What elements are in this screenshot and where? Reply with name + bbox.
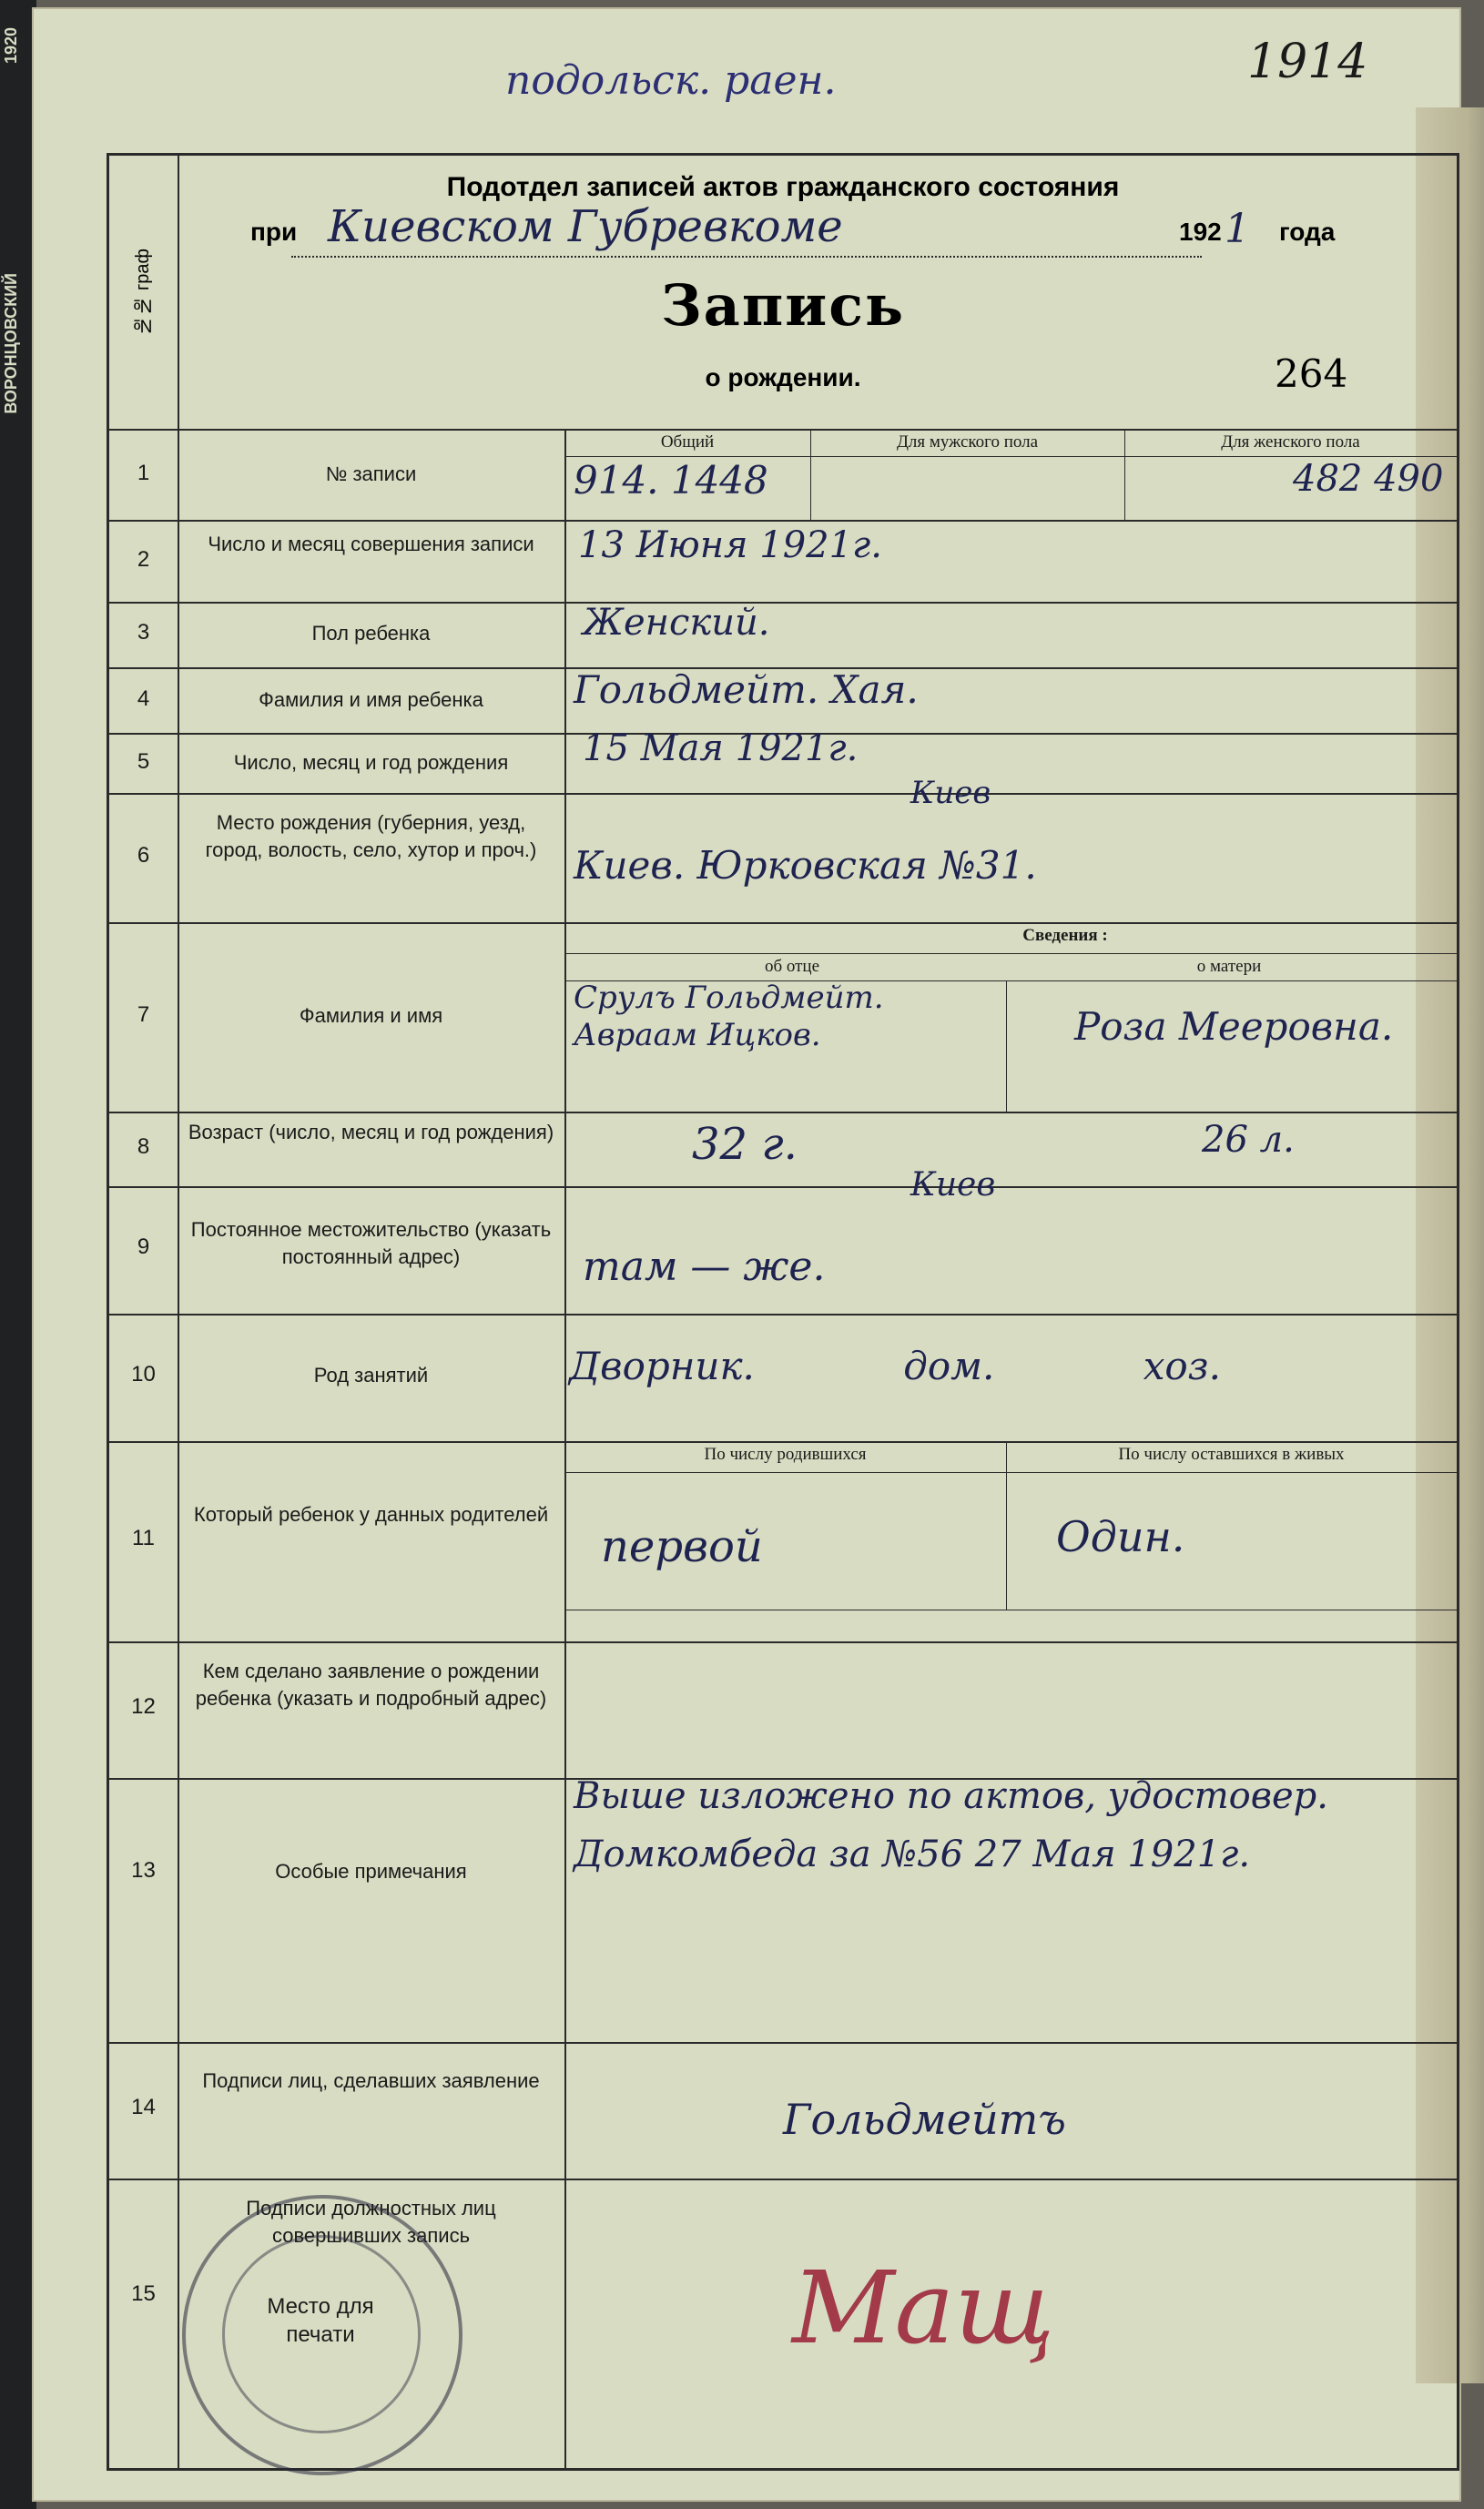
row-label: Который ребенок у данных родителей [193, 1503, 549, 1526]
subheader-alive-count: По числу оставшихся в живых [1118, 1445, 1345, 1464]
row-label: Подписи лиц, сделавших заявление [202, 2069, 540, 2092]
row-label: Кем сделано заявление о рождении ребенка (указать и подробный адрес) [195, 1660, 547, 1710]
year-prefix: 192 [1179, 218, 1222, 246]
form-title: Подотдел записей актов гражданского состояния [446, 172, 1120, 202]
pri-value: Киевском Губревкоме [328, 201, 843, 252]
row-label: № записи [325, 462, 417, 485]
row-label: Фамилия и имя [299, 1004, 443, 1027]
adjacent-binding-strip [0, 0, 36, 2509]
row-label: Подписи должностных лиц совершивших запись [246, 2197, 496, 2247]
row-number: 11 [132, 1526, 155, 1550]
row-label: Фамилия и имя ребенка [259, 688, 483, 711]
entry-occupation: Дворник. дом. хоз. [569, 1344, 1221, 1388]
official-seal [182, 2195, 462, 2475]
row-number: 4 [137, 686, 150, 711]
document-page [32, 7, 1461, 2502]
strip-text-main: ВОРОНЦОВСКИЙ [2, 273, 20, 414]
year-value: 1 [1225, 206, 1250, 252]
subheader-info: Сведения : [1022, 926, 1108, 945]
row-number: 8 [137, 1134, 150, 1159]
entry-alive-count: Один. [1056, 1512, 1185, 1561]
row-label: Число, месяц и год рождения [233, 751, 509, 774]
row-number: 2 [137, 547, 150, 572]
row-number: 9 [137, 1234, 150, 1259]
entry-special-notes: Выше изложено по актов, удостовер. Домкомбеда за №56 27 Мая 1921г. [574, 1775, 1329, 1875]
entry-residence-top: Киев [910, 1166, 996, 1204]
row-label: Особые примечания [275, 1860, 467, 1883]
row-number: 12 [131, 1694, 156, 1719]
subheader-female: Для женского пола [1221, 432, 1360, 452]
strip-text-top: 1920 [2, 27, 20, 65]
row-label: Постоянное местожительство (указать постоянный адрес) [190, 1218, 552, 1268]
entry-child-name: Гольдмейт. Хая. [574, 667, 919, 712]
top-handwritten-note: подольск. раен. [505, 57, 837, 104]
year-suffix: года [1279, 218, 1336, 246]
subheader-male: Для мужского пола [896, 432, 1039, 452]
entry-sex: Женский. [583, 602, 770, 644]
subheader-born-count: По числу родившихся [704, 1445, 867, 1464]
row-number: 13 [131, 1858, 156, 1883]
subheader-mother: о матери [1196, 957, 1262, 976]
graph-number-header: №№ граф [133, 249, 153, 336]
pri-label: при [250, 218, 298, 246]
record-number: 264 [1275, 351, 1348, 396]
seal-placeholder-text: Место для печати [267, 2294, 374, 2348]
row-number: 14 [131, 2095, 156, 2119]
entry-birth-place-top: Киев [910, 775, 991, 811]
row-number: 1 [137, 461, 150, 485]
entry-record-general: 914. 1448 [574, 458, 768, 503]
entry-residence: там — же. [583, 1244, 826, 1290]
row-number: 3 [137, 620, 150, 645]
entry-birth-place: Киев. Юрковская №31. [574, 843, 1037, 888]
entry-birth-date: 15 Мая 1921г. [583, 727, 859, 769]
entry-applicant-signature: Гольдмейтъ [783, 2095, 1066, 2144]
page-number: 1914 [1247, 35, 1368, 89]
entry-mother-name: Роза Мееровна. [1074, 1004, 1394, 1049]
row-number: 6 [137, 843, 150, 868]
row-label: Место рождения (губерния, уезд, город, волость, село, хутор и проч.) [205, 811, 537, 861]
birth-record-form [107, 153, 1459, 2471]
row-label: Род занятий [313, 1364, 429, 1387]
official-signature: Мащ [792, 2250, 1055, 2366]
row-label: Возраст (число, месяц и год рождения) [188, 1121, 554, 1143]
entry-mother-age: 26 л. [1202, 1119, 1295, 1161]
row-number: 10 [131, 1362, 156, 1387]
row-label: Число и месяц совершения записи [208, 533, 534, 555]
row-number: 5 [137, 749, 150, 774]
row-number: 7 [137, 1002, 150, 1027]
entry-record-female: 482 490 [1293, 458, 1444, 500]
entry-record-date: 13 Июня 1921г. [578, 524, 882, 566]
entry-born-count: первой [601, 1521, 763, 1572]
entry-father-name: Срулъ Гольдмейт. Авраам Ицков. [574, 980, 884, 1053]
row-number: 15 [131, 2281, 156, 2306]
entry-father-age: 32 г. [692, 1119, 798, 1170]
subheader-general: Общий [660, 432, 715, 452]
row-label: Пол ребенка [311, 622, 431, 645]
subheader-father: об отце [764, 957, 820, 976]
record-subheading: о рождении. [705, 363, 861, 391]
record-heading: Запись [660, 272, 906, 339]
